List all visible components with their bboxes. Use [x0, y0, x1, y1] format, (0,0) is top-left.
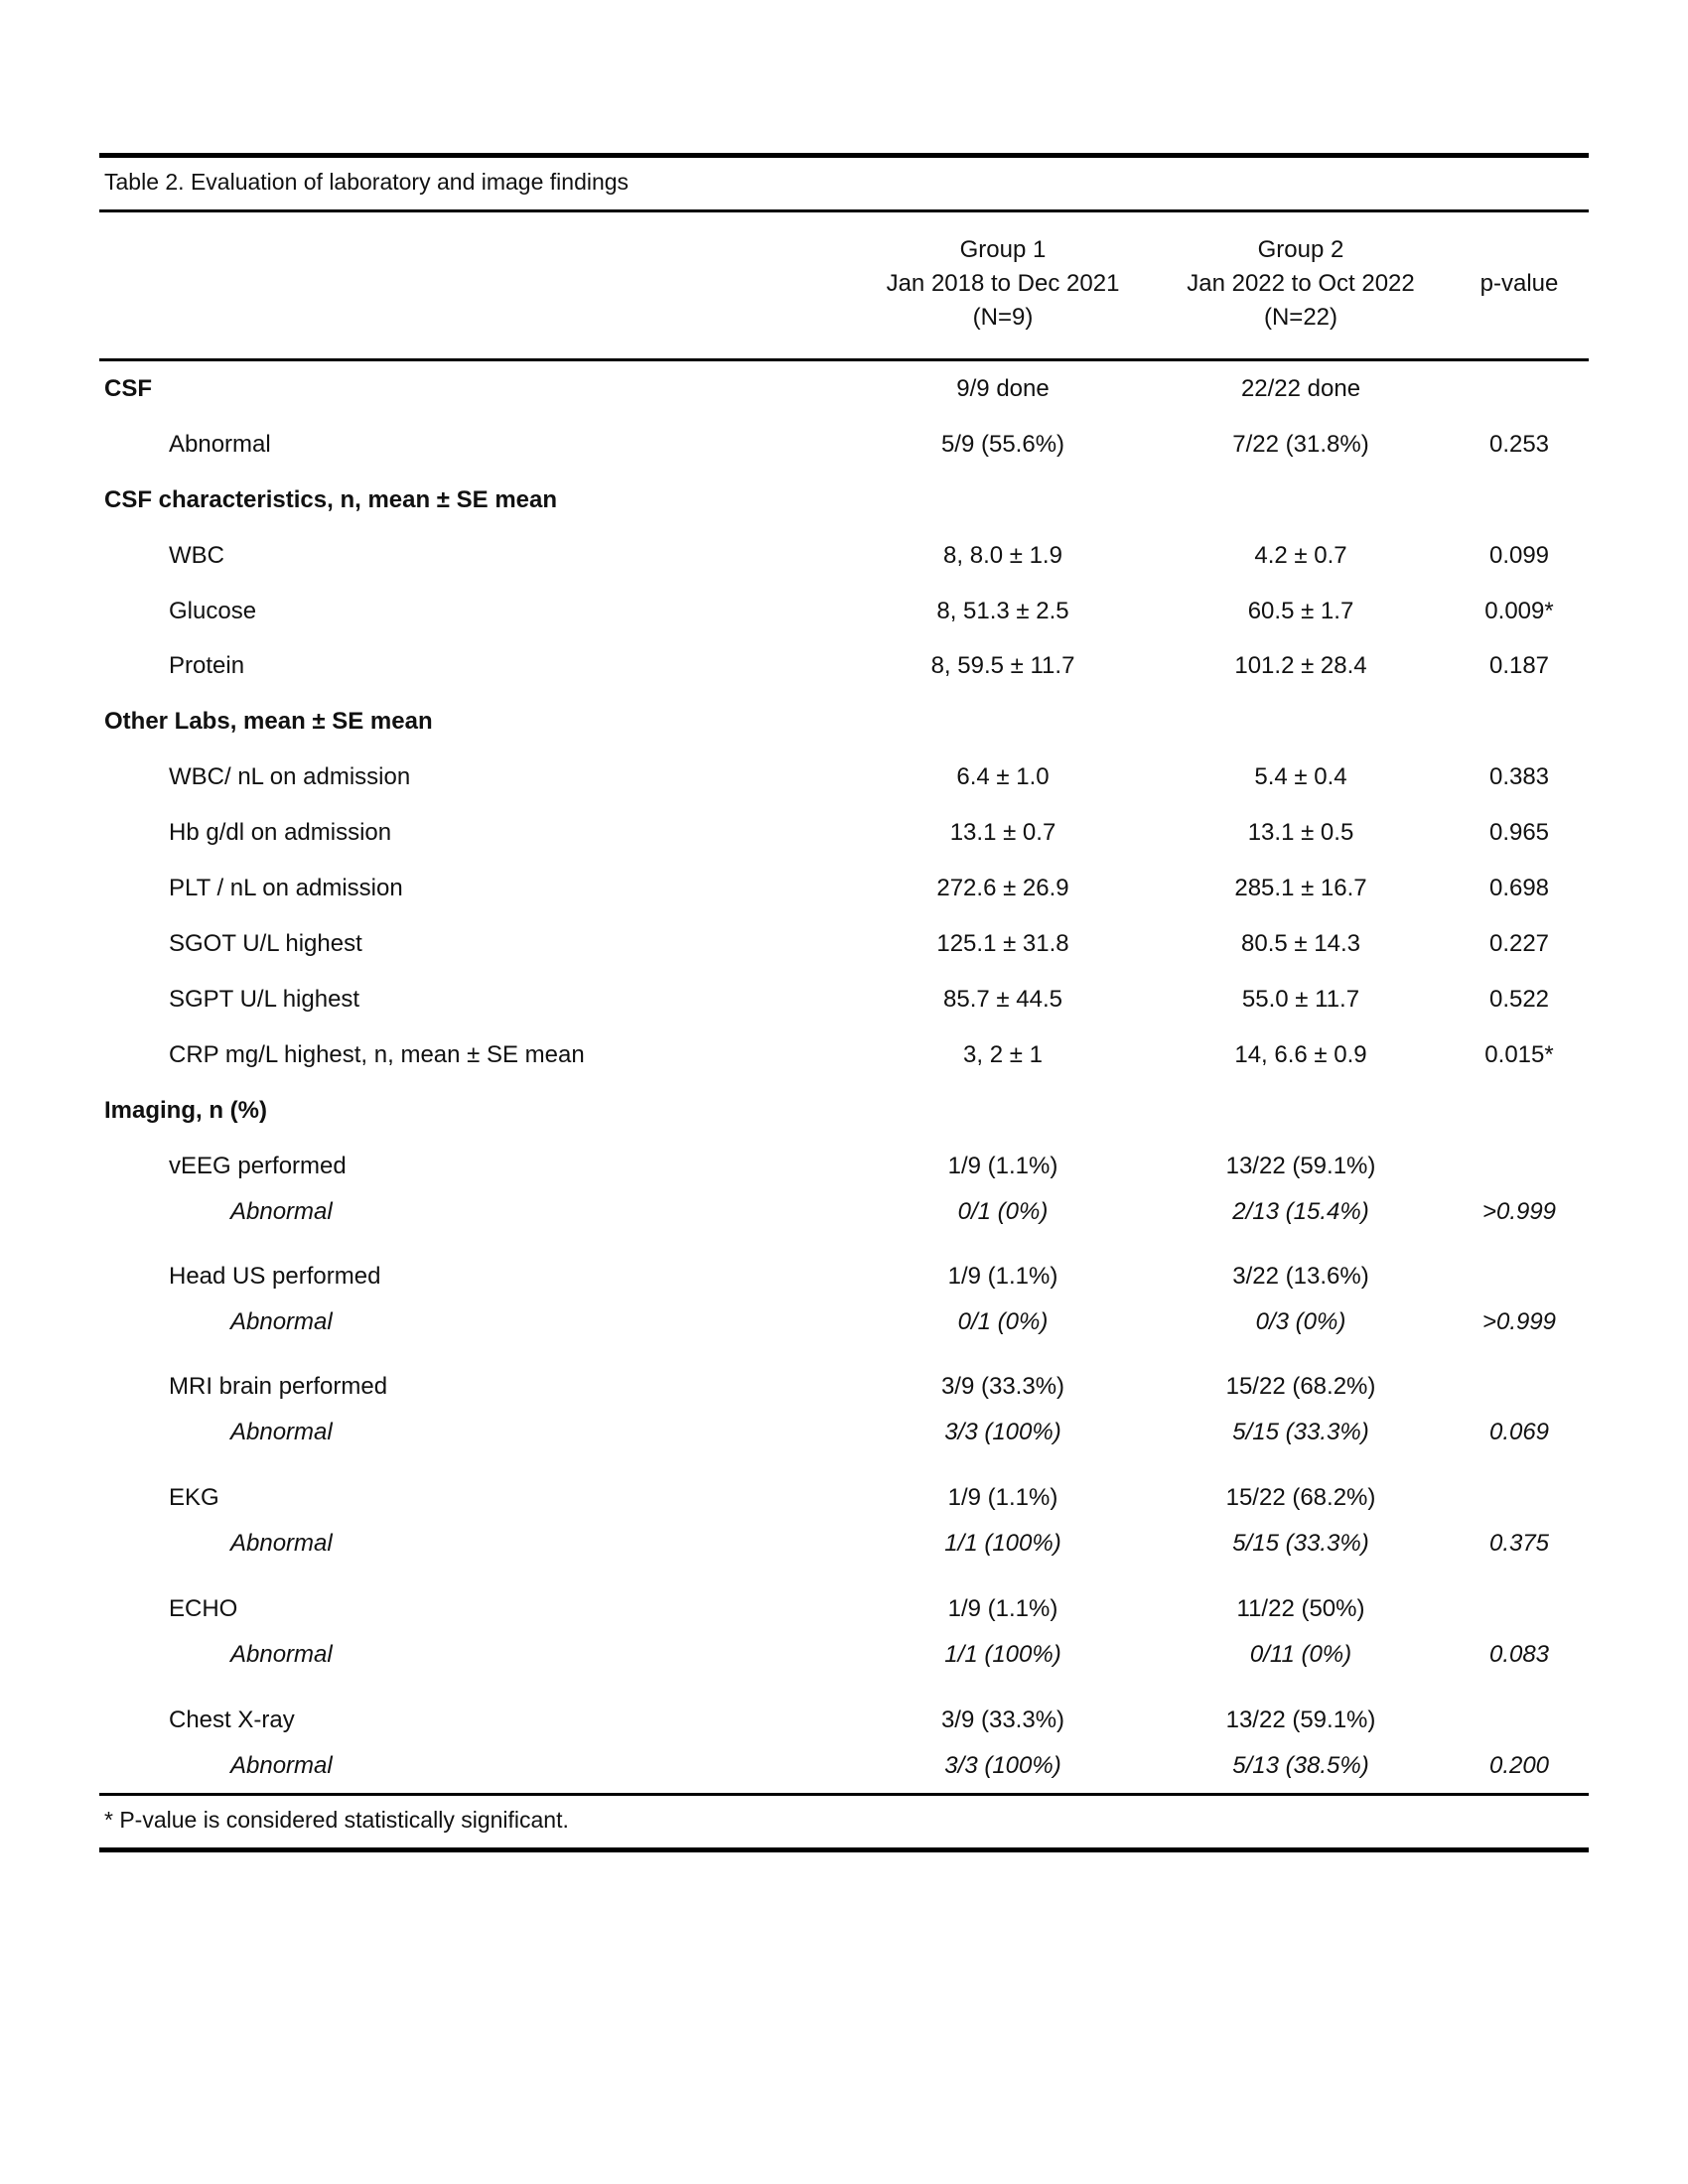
group2-value: 13/22 (59.1%) [1225, 1706, 1376, 1733]
p-value: 0.375 [1488, 1530, 1550, 1557]
pvalue-header [1430, 267, 1609, 301]
p-value: >0.999 [1481, 1308, 1557, 1335]
row-label: WBC [169, 542, 224, 569]
group2-value: 0/11 (0%) [1249, 1641, 1352, 1668]
row-label: Other Labs, mean ± SE mean [104, 708, 433, 735]
row-label: Abnormal [230, 1419, 333, 1445]
table-row [0, 1370, 1688, 1404]
header-rule [99, 358, 1589, 361]
group1-value: 1/9 (1.1%) [947, 1153, 1058, 1179]
caption-rule [99, 209, 1589, 212]
row-label: PLT / nL on admission [169, 875, 403, 901]
p-value: 0.522 [1488, 986, 1550, 1013]
row-label: Head US performed [169, 1263, 381, 1290]
group2-header-title: Group 2 [1257, 236, 1344, 263]
table-row [0, 816, 1688, 850]
table-row [0, 927, 1688, 961]
group2-value: 55.0 ± 11.7 [1241, 986, 1360, 1013]
table-bottom-rule [99, 1793, 1589, 1796]
table-row [0, 1195, 1688, 1229]
group1-value: 0/1 (0%) [957, 1198, 1049, 1225]
row-label: CSF characteristics, n, mean ± SE mean [104, 486, 558, 513]
group1-value: 1/9 (1.1%) [947, 1484, 1058, 1511]
group2-header [1152, 233, 1450, 335]
table-row [0, 705, 1688, 739]
table-end-rule [99, 1847, 1589, 1852]
group1-value: 125.1 ± 31.8 [936, 930, 1069, 957]
group1-header [854, 233, 1152, 335]
p-value: 0.200 [1488, 1752, 1550, 1779]
table-row [0, 1527, 1688, 1561]
row-label: Abnormal [230, 1308, 333, 1335]
table-row [0, 483, 1688, 517]
table-row [0, 1094, 1688, 1128]
row-label: Abnormal [230, 1198, 333, 1225]
table-row [0, 649, 1688, 683]
row-label: SGPT U/L highest [169, 986, 360, 1013]
group2-value: 14, 6.6 ± 0.9 [1234, 1041, 1367, 1068]
table-row [0, 1038, 1688, 1072]
group2-header-period: Jan 2022 to Oct 2022 [1187, 270, 1415, 297]
p-value: >0.999 [1481, 1198, 1557, 1225]
row-label: SGOT U/L highest [169, 930, 362, 957]
group2-value: 22/22 done [1240, 375, 1361, 402]
group1-value: 3/3 (100%) [944, 1752, 1061, 1779]
table-row [0, 872, 1688, 905]
row-label: Abnormal [230, 1641, 333, 1668]
group2-value: 15/22 (68.2%) [1225, 1373, 1376, 1400]
table-row [0, 539, 1688, 573]
group1-value: 5/9 (55.6%) [940, 431, 1065, 458]
table-row [0, 1260, 1688, 1294]
row-label: vEEG performed [169, 1153, 347, 1179]
row-label: Glucose [169, 598, 257, 624]
table-row [0, 428, 1688, 462]
row-label: Abnormal [230, 1752, 333, 1779]
group1-header-n: (N=9) [972, 304, 1034, 331]
p-value: 0.965 [1488, 819, 1550, 846]
table-row [0, 1150, 1688, 1183]
table-footnote: * P-value is considered statistically significant. [104, 1807, 569, 1833]
group2-value: 5/15 (33.3%) [1232, 1530, 1369, 1557]
row-label: EKG [169, 1484, 219, 1511]
group2-value: 80.5 ± 14.3 [1241, 930, 1360, 957]
row-label: Imaging, n (%) [104, 1097, 267, 1124]
table-caption: Table 2. Evaluation of laboratory and image findings [104, 169, 630, 195]
group1-value: 1/9 (1.1%) [947, 1595, 1058, 1622]
group1-value: 8, 59.5 ± 11.7 [930, 652, 1075, 679]
table-row [0, 1704, 1688, 1737]
group1-value: 1/9 (1.1%) [947, 1263, 1058, 1290]
row-label: CSF [104, 375, 152, 402]
group2-value: 15/22 (68.2%) [1225, 1484, 1376, 1511]
p-value: 0.015* [1484, 1041, 1554, 1068]
p-value: 0.099 [1488, 542, 1550, 569]
row-label: Protein [169, 652, 245, 679]
p-value: 0.383 [1488, 763, 1550, 790]
group1-value: 8, 8.0 ± 1.9 [943, 542, 1062, 569]
table-row [0, 983, 1688, 1017]
group1-value: 85.7 ± 44.5 [943, 986, 1062, 1013]
group1-value: 3/3 (100%) [944, 1419, 1061, 1445]
group1-value: 1/1 (100%) [944, 1530, 1061, 1557]
row-label: WBC/ nL on admission [169, 763, 411, 790]
group2-value: 5/13 (38.5%) [1232, 1752, 1369, 1779]
row-label: Abnormal [230, 1530, 333, 1557]
row-label: CRP mg/L highest, n, mean ± SE mean [169, 1041, 585, 1068]
group2-value: 0/3 (0%) [1255, 1308, 1346, 1335]
table-row [0, 1416, 1688, 1449]
table-row [0, 1749, 1688, 1783]
group1-value: 6.4 ± 1.0 [956, 763, 1050, 790]
group2-value: 2/13 (15.4%) [1232, 1198, 1369, 1225]
table-row [0, 760, 1688, 794]
group2-value: 7/22 (31.8%) [1232, 431, 1369, 458]
group2-value: 60.5 ± 1.7 [1247, 598, 1354, 624]
table-row [0, 1592, 1688, 1626]
group2-value: 13/22 (59.1%) [1225, 1153, 1376, 1179]
pvalue-header-label: p-value [1479, 270, 1559, 297]
group1-value: 9/9 done [956, 375, 1050, 402]
row-label: Hb g/dl on admission [169, 819, 392, 846]
group2-value: 13.1 ± 0.5 [1247, 819, 1354, 846]
group1-value: 8, 51.3 ± 2.5 [936, 598, 1069, 624]
table-row [0, 595, 1688, 628]
group1-value: 272.6 ± 26.9 [936, 875, 1069, 901]
p-value: 0.227 [1488, 930, 1550, 957]
group2-value: 4.2 ± 0.7 [1254, 542, 1347, 569]
row-label: ECHO [169, 1595, 238, 1622]
row-label: Chest X-ray [169, 1706, 295, 1733]
group2-value: 3/22 (13.6%) [1232, 1263, 1369, 1290]
group2-value: 285.1 ± 16.7 [1234, 875, 1367, 901]
group1-value: 1/1 (100%) [944, 1641, 1061, 1668]
row-label: MRI brain performed [169, 1373, 388, 1400]
group2-value: 11/22 (50%) [1236, 1595, 1365, 1622]
group2-value: 101.2 ± 28.4 [1234, 652, 1367, 679]
p-value: 0.069 [1488, 1419, 1550, 1445]
group2-value: 5/15 (33.3%) [1232, 1419, 1369, 1445]
group1-header-title: Group 1 [959, 236, 1047, 263]
table-row [0, 372, 1688, 406]
group1-value: 3/9 (33.3%) [940, 1373, 1065, 1400]
group2-header-n: (N=22) [1263, 304, 1338, 331]
p-value: 0.698 [1488, 875, 1550, 901]
table-top-rule [99, 153, 1589, 158]
group1-value: 3/9 (33.3%) [940, 1706, 1065, 1733]
group1-value: 0/1 (0%) [957, 1308, 1049, 1335]
p-value: 0.009* [1484, 598, 1554, 624]
group1-value: 3, 2 ± 1 [963, 1041, 1043, 1068]
group2-value: 5.4 ± 0.4 [1254, 763, 1347, 790]
row-label: Abnormal [169, 431, 271, 458]
p-value: 0.187 [1488, 652, 1550, 679]
table-row [0, 1305, 1688, 1339]
group1-value: 13.1 ± 0.7 [949, 819, 1056, 846]
p-value: 0.253 [1488, 431, 1550, 458]
table-row [0, 1638, 1688, 1672]
p-value: 0.083 [1488, 1641, 1550, 1668]
table-row [0, 1481, 1688, 1515]
group1-header-period: Jan 2018 to Dec 2021 [886, 270, 1120, 297]
